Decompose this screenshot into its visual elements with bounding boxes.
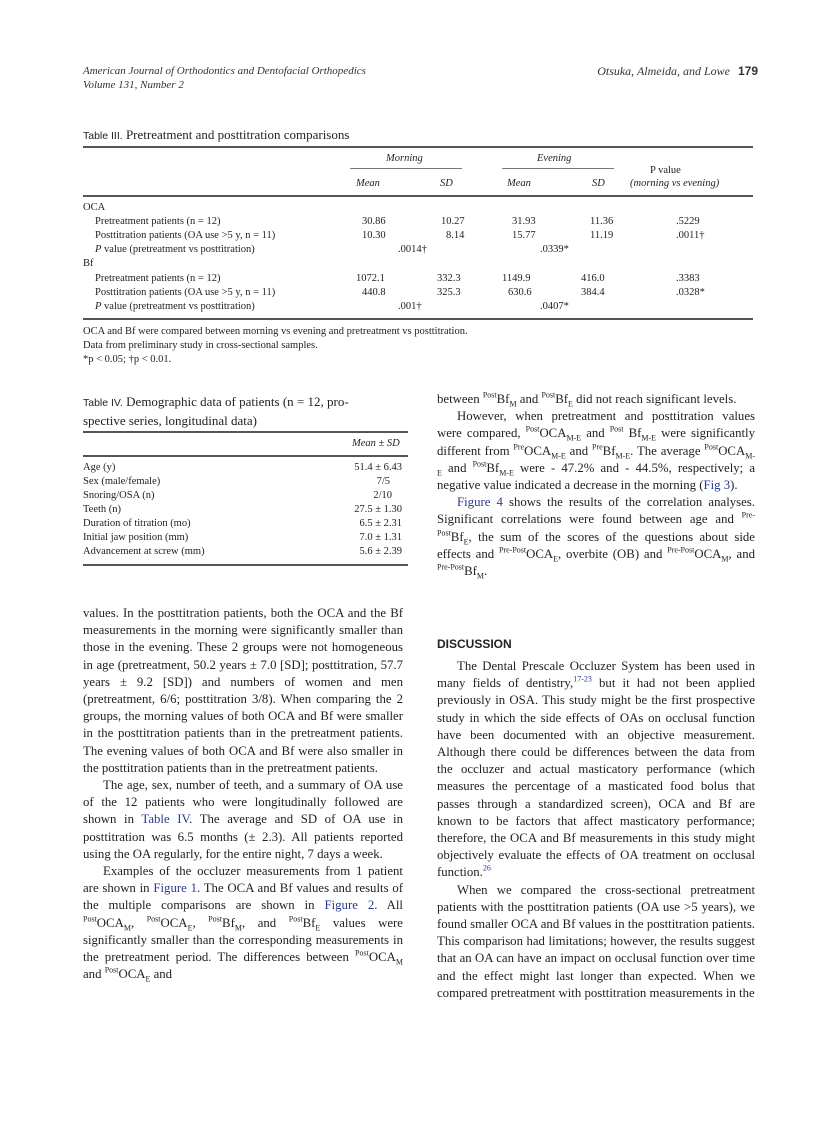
table4-bottom-rule (83, 564, 408, 566)
text: ). (730, 478, 738, 493)
journal-name: American Journal of Orthodontics and Dentofacial Orthopedics (83, 65, 366, 77)
table4-header-rule (83, 455, 408, 457)
morning-mean: 30.86 (362, 216, 386, 227)
table3-group-evening: Evening (537, 153, 572, 164)
table3-pvalue-header (650, 165, 681, 176)
p-label-rest: value (pretreatment vs posttitration) (101, 244, 255, 255)
morning-mean: 1072.1 (356, 273, 385, 284)
text: The age, sex, number of teeth, and a summary of OA use of the 12 patients who were longitudinally followed are shown in (83, 778, 403, 827)
text: . The average and SD of OA use in posttitration was 6.5 months (± 2.3). All patients reported using the OA regularly, for the entire night, 7 days a week. (83, 812, 403, 861)
evening-sd: 11.36 (590, 216, 614, 227)
paragraph: When we compared the cross-sectional pretreatment patients with the posttitration patients (OA use >5 years), we found smaller OCA and Bf values in the posttitration patients. This comparison had limitations; however, the results suggest that an OA can have an impact on occlusal function over time and the effect might last longer than expected. When we compared pretreatment with posttitration measurements in the (437, 882, 755, 1000)
row-label: Teeth (n) (83, 504, 122, 515)
morning-sd: 8.14 (446, 230, 465, 241)
discussion-heading: DISCUSSION (437, 637, 512, 651)
text: . All (374, 898, 403, 913)
table3-bottom-rule (83, 318, 753, 320)
page-number: 179 (737, 64, 758, 78)
row-label: Snoring/OSA (n) (83, 490, 155, 501)
morning-mean: 440.8 (362, 287, 386, 298)
morning-sd: 10.27 (441, 216, 465, 227)
table4-title-line2: spective series, longitudinal data) (83, 413, 258, 428)
row-label: Posttitration patients (OA use >5 y, n = 11) (95, 230, 276, 241)
table3-top-rule (83, 146, 753, 148)
p-evening: .0407* (540, 301, 569, 312)
row-label: Age (y) (83, 462, 116, 473)
row-value: 7.0 ± 1.31 (359, 532, 402, 543)
ref-link[interactable]: 17-23 (573, 674, 592, 684)
col-evening-mean: Mean (507, 178, 531, 189)
row-value: 27.5 ± 1.30 (354, 504, 402, 515)
paragraph: between $^{Post}Bf_M$ and $^{Post}Bf_E$ did not reach significant levels. (437, 390, 737, 409)
col-evening-sd: SD (592, 178, 605, 189)
text: The average (636, 443, 701, 458)
text: shows the results of the correlation analyses. Significant correlations were found between age and (437, 495, 755, 527)
journal-volume: Volume 131, Number 2 (83, 79, 184, 91)
p-italic: P (95, 244, 102, 255)
running-header-right (597, 64, 758, 79)
evening-mean: 31.93 (512, 216, 536, 227)
p-value: .3383 (676, 273, 700, 284)
table4-top-rule (83, 431, 408, 433)
table3-header-rule (83, 195, 753, 197)
evening-sd: 11.19 (590, 230, 614, 241)
p-morning: .001† (398, 301, 422, 312)
row-label: Posttitration patients (OA use >5 y, n = 11) (95, 287, 276, 298)
row-label: Duration of titration (mo) (83, 518, 191, 529)
row-value: 51.4 ± 6.43 (354, 462, 402, 473)
row-value: 2/10 (373, 490, 392, 501)
p-italic: P (95, 301, 102, 312)
p-value: .0328* (676, 287, 705, 298)
table4-title-line1: Demographic data of patients (n = 12, pro- (126, 394, 349, 409)
table3-footnote-3: *p < 0.05; †p < 0.01. (83, 354, 172, 365)
evening-sd: 416.0 (581, 273, 605, 284)
ref-link[interactable]: 26 (482, 864, 491, 874)
text: , the sum of the scores of the questions about side effects and (437, 529, 755, 561)
row-label: Pretreatment patients (n = 12) (95, 273, 221, 284)
evening-mean: 1149.9 (502, 273, 531, 284)
paragraph (437, 658, 755, 882)
evening-rule (502, 168, 614, 169)
left-column (83, 605, 403, 983)
text: However, when pretreatment and posttitration values were compared, (437, 409, 755, 441)
col-morning-sd: SD (440, 178, 453, 189)
text: values were significantly smaller than the corresponding measurements in the pretreatment period. The differences between (83, 915, 403, 965)
table3-group-morning: Morning (386, 153, 423, 164)
row-label: Advancement at screw (mm) (83, 546, 205, 557)
table4-link[interactable]: Table IV (141, 812, 190, 827)
row-label: Pretreatment patients (n = 12) (95, 216, 221, 227)
paragraph: Examples of the occluzer measurements from 1 patient are shown in Figure 1. The OCA and Bf values and results of the multiple comparisons are shown in Figure 2. All $^{Post}OCA_M$, $^{Post}OCA_E$, $^{Post}Bf_M$, and $^{Post}Bf_E$ values were significantly smaller than the corresponding measurements in the pretreatment period. The differences between $^{Post}OCA_M$ and $^{Post}OCA_E$ and (83, 864, 403, 984)
figure1-link[interactable]: Figure 1 (153, 881, 197, 896)
text: Examples of the occluzer measurements from 1 patient are shown in (83, 864, 403, 896)
authors: Otsuka, Almeida, and Lowe (597, 64, 730, 78)
table3-title: Pretreatment and posttitration comparisons (125, 127, 350, 142)
pvalue-header-line1: P value (650, 165, 681, 176)
col-morning-mean: Mean (356, 178, 380, 189)
running-header-left (83, 64, 366, 92)
text: but it had not been applied previously in OSA. This study might be the first prospective study in which the side effects of OAs on occlusal function have been documented with an objective measurement. Although there could be differences between the data from the occluzer and actual masticatory performance (which measures the percentage of a masticated food bolus that passes through a standardized screen), OCA and Bf are known to be factors that affect masticatory performance; therefore, the OCA and Bf measurements in this study might objectively evaluate the effects of OA treatment on occlusal function. (437, 676, 755, 880)
morning-sd: 332.3 (437, 273, 461, 284)
p-label-rest: value (pretreatment vs posttitration) (101, 301, 255, 312)
paragraph: Figure 4 shows the results of the correlation analyses. Significant correlations were found between age and $^{Pre-Post}Bf_E$, the sum of the scores of the questions about side effects and $^{Pre-Post}OCA_E$, overbite (OB) and $^{Pre-Post}OCA_M$, and $^{Pre-Post}Bf_M$. (437, 495, 755, 581)
morning-mean: 10.30 (362, 230, 386, 241)
morning-rule (350, 168, 462, 169)
figure4-link[interactable]: Figure 4 (457, 495, 503, 510)
table4-caption (83, 393, 408, 429)
table3-footnote-2: Data from preliminary study in cross-sectional samples. (83, 340, 318, 351)
table3-pvalue-subheader: (morning vs evening) (630, 178, 720, 189)
row-value: 5.6 ± 2.39 (359, 546, 402, 557)
text: The Dental Prescale Occluzer System has been used in many fields of dentistry, (437, 659, 755, 691)
row-label: Sex (male/female) (83, 476, 161, 487)
discussion-body (437, 658, 755, 1002)
row-label: Initial jaw position (mm) (83, 532, 189, 543)
table3-section-bf: Bf (83, 258, 94, 269)
table3-caption (83, 127, 349, 143)
figure2-link[interactable]: Figure 2 (324, 898, 375, 913)
text: , overbite (OB) and (558, 546, 668, 561)
row-label (95, 301, 255, 312)
p-value: .5229 (676, 216, 700, 227)
text: . The OCA and Bf values and results of the multiple comparisons are shown in (83, 881, 403, 913)
p-value: .0011† (676, 230, 705, 241)
paragraph (83, 777, 403, 863)
table4-label: Table IV. (83, 397, 123, 409)
morning-sd: 325.3 (437, 287, 461, 298)
p-evening: .0339* (540, 244, 569, 255)
table3-label: Table III. (83, 130, 123, 142)
paragraph: However, when pretreatment and posttitration values were compared, $^{Post}OCA_{M-E}$ and $^{Post}$ $Bf_{M-E}$ were significantly different from $^{Pre}OCA_{M-E}$ and $^{Pre}Bf_{M-E}$. The average $^{Post}OCA_{M-E}$ and $^{Post}Bf_{M-E}$ were - 47.2% and - 44.5%, respectively; a negative value indicated a decrease in the morning (Fig 3). (437, 409, 756, 493)
row-value: 7/5 (376, 476, 390, 487)
table3-footnote-1: OCA and Bf were compared between morning vs evening and pretreatment vs posttitration. (83, 326, 468, 337)
evening-sd: 384.4 (581, 287, 605, 298)
p-morning: .0014† (398, 244, 427, 255)
row-label (95, 244, 255, 255)
row-value: 6.5 ± 2.31 (359, 518, 402, 529)
table3-section-oca: OCA (83, 202, 106, 213)
evening-mean: 15.77 (512, 230, 536, 241)
text: were - 47.2% and - 44.5%, respectively; a negative value indicated a decrease in the morning ( (437, 460, 755, 493)
table4-col-header: Mean ± SD (352, 438, 400, 449)
evening-mean: 630.6 (508, 287, 532, 298)
text: did not reach significant levels. (576, 392, 737, 406)
right-column (437, 391, 755, 580)
fig3-link[interactable]: Fig 3 (703, 478, 731, 493)
paragraph: values. In the posttitration patients, both the OCA and the Bf measurements in the morning were significantly smaller than those in the evening. These 2 groups were not homogeneous in age (pretreatment, 50.2 years ± 7.0 [SD]; posttitration, 57.7 years ± 9.2 [SD]) and numbers of women and men (pretreatment, 6/6; posttitration 3/8). When comparing the 2 groups, the morning values of both OCA and Bf were smaller in the posttitration patients than in the pretreatment patients. The evening values of both OCA and Bf were also smaller in the posttitration patients than in the pretreatment patients. (83, 606, 403, 775)
